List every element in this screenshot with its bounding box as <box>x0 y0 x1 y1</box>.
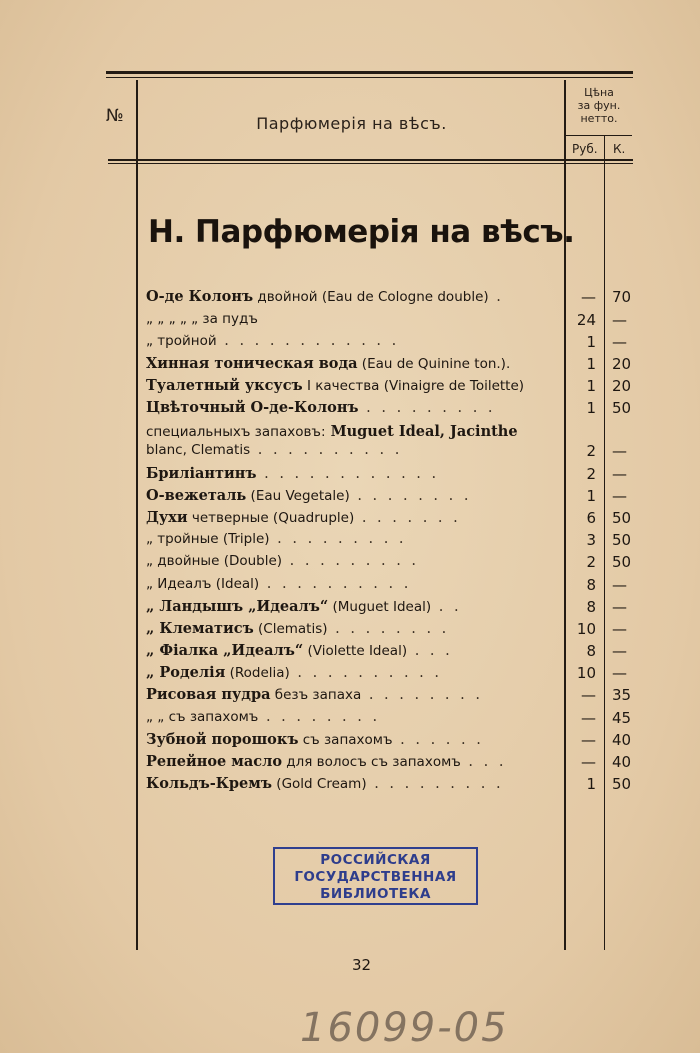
list-item <box>146 553 562 569</box>
price-rub: 8 <box>586 598 596 616</box>
leader-dots: . . . . . . . . . <box>358 400 496 416</box>
item-description: „ „ съ запахомъ <box>146 709 259 725</box>
price-rub: — <box>581 753 596 771</box>
price-rub: 10 <box>576 620 596 638</box>
item-name-bold: Репейное масло <box>146 753 282 770</box>
price-kop: — <box>612 642 627 660</box>
list-item <box>146 311 562 327</box>
price-rub: 1 <box>586 775 596 793</box>
price-rub: 1 <box>586 487 596 505</box>
price-kop: — <box>612 333 627 351</box>
price-kop: 50 <box>612 531 632 549</box>
item-name-bold: „ Ландышъ „Идеалъ“ <box>146 598 329 615</box>
list-item <box>146 642 562 659</box>
price-kop: 40 <box>612 753 632 771</box>
price-kop: 35 <box>612 686 632 704</box>
item-description: для волосъ съ запахомъ <box>282 754 461 770</box>
top-rule-thick <box>106 71 633 74</box>
price-rub: 1 <box>586 399 596 417</box>
price-rub: — <box>581 686 596 704</box>
item-name-bold: Бриліантинъ <box>146 465 257 482</box>
leader-dots: . . . . . . . . <box>258 709 381 725</box>
price-rub: 8 <box>586 576 596 594</box>
price-rub: 2 <box>586 465 596 483</box>
list-item <box>146 442 562 458</box>
price-kop: 50 <box>612 399 632 417</box>
item-name-bold: Рисовая пудра <box>146 686 271 703</box>
item-description: двойной (Eau de Cologne double) <box>253 289 489 305</box>
list-item <box>146 731 562 748</box>
item-description: „ Идеалъ (Ideal) <box>146 576 260 592</box>
price-kop: — <box>612 598 627 616</box>
leader-dots: . . . . . . . . <box>349 488 472 504</box>
item-description: (Clematis) <box>253 621 328 637</box>
list-item <box>146 333 562 349</box>
item-description: I качества (Vinaigre de Toilette) <box>302 378 525 394</box>
item-description: „ тройные (Triple) <box>146 531 270 547</box>
price-kop: 50 <box>612 553 632 571</box>
item-name-bold: „ Роделія <box>146 664 226 681</box>
top-rule-thin <box>106 77 633 78</box>
item-description: blanc, Clematis <box>146 442 251 458</box>
leader-dots: . <box>488 289 504 305</box>
page-number: 32 <box>352 956 372 974</box>
price-rub: 3 <box>586 531 596 549</box>
item-description: специальныхъ запаховъ: <box>146 424 326 440</box>
price-kop: 40 <box>612 731 632 749</box>
item-name-bold: Цвѣточный О-де-Колонъ <box>146 399 359 416</box>
price-kop: 45 <box>612 709 632 727</box>
list-item <box>146 576 562 592</box>
list-item <box>146 465 562 482</box>
kop-column-header: К. <box>613 142 626 156</box>
page-title: Парфюмерія на вѣсъ. <box>256 114 447 133</box>
leader-dots: . . . . . . . . . <box>366 776 504 792</box>
stamp-line: БИБЛИОТЕКА <box>320 886 431 902</box>
list-item <box>146 709 562 725</box>
leader-dots: . . . . . . . . <box>327 621 450 637</box>
list-item <box>146 531 562 547</box>
price-kop: — <box>612 442 627 460</box>
price-kop: — <box>612 311 627 329</box>
price-kop: 70 <box>612 288 632 306</box>
list-item <box>146 377 562 394</box>
header-price-subrule <box>566 135 632 136</box>
price-kop: — <box>612 465 627 483</box>
item-description: съ запахомъ <box>298 732 393 748</box>
price-column-header <box>566 86 632 125</box>
leader-dots: . . . . . . <box>392 732 484 748</box>
list-item <box>146 423 562 440</box>
price-kop: 20 <box>612 355 632 373</box>
rub-column-header: Руб. <box>572 142 598 156</box>
item-description: „ „ „ „ „ за пудъ <box>146 311 258 327</box>
leader-dots: . . . <box>407 643 453 659</box>
section-heading: Н. Парфюмерія на вѣсъ. <box>148 214 575 250</box>
list-item <box>146 620 562 637</box>
item-name-bold: Кольдъ-Кремъ <box>146 775 273 792</box>
list-item <box>146 355 562 372</box>
item-name-bold: Духи <box>146 509 188 526</box>
leader-dots: . . . . . . . . <box>361 687 483 703</box>
list-item <box>146 399 562 416</box>
number-column-header: № <box>106 106 124 126</box>
item-name-bold: Зубной порошокъ <box>146 731 299 748</box>
price-kop: — <box>612 664 627 682</box>
item-description: (Muguet Ideal) <box>328 599 432 615</box>
list-item <box>146 775 562 792</box>
leader-dots: . . . . . . . <box>354 510 461 526</box>
price-kop: — <box>612 576 627 594</box>
item-name-bold: „ Клематисъ <box>146 620 254 637</box>
item-description: безъ запаха <box>270 687 362 703</box>
item-name-bold: Туалетный уксусъ <box>146 377 303 394</box>
list-item <box>146 509 562 526</box>
price-rub: 2 <box>586 442 596 460</box>
item-description: четверные (Quadruple) <box>187 510 355 526</box>
price-rub: 10 <box>576 664 596 682</box>
item-name-bold: Хинная тоническая вода <box>146 355 358 372</box>
header-bottom-rule <box>108 159 633 161</box>
price-kop: — <box>612 620 627 638</box>
leader-dots: . . <box>431 599 462 615</box>
item-name-bold: О-де Колонъ <box>146 288 254 305</box>
rub-kop-rule <box>604 136 605 950</box>
price-kop: 50 <box>612 509 632 527</box>
item-description: (Eau de Quinine ton.). <box>357 356 511 372</box>
price-kop: 20 <box>612 377 632 395</box>
item-name-bold-extra: Muguet Ideal, Jacinthe <box>325 423 518 440</box>
left-column-rule <box>136 80 138 950</box>
leader-dots: . . . . . . . . . . . . <box>216 333 400 349</box>
price-rub: 1 <box>586 377 596 395</box>
stamp-line: РОССИЙСКАЯ <box>320 852 431 868</box>
price-rub: 6 <box>586 509 596 527</box>
price-caption-line: нетто. <box>580 112 618 125</box>
list-item <box>146 686 562 703</box>
item-description: (Gold Cream) <box>272 776 367 792</box>
price-rub: — <box>581 709 596 727</box>
leader-dots: . . . . . . . . . . . . <box>256 466 440 482</box>
price-caption-line: за фун. <box>577 99 621 112</box>
price-kop: — <box>612 487 627 505</box>
item-description: „ тройной <box>146 333 217 349</box>
leader-dots: . . . . . . . . . <box>282 553 420 569</box>
item-description: (Eau Vegetale) <box>246 488 350 504</box>
leader-dots: . . . . . . . . . <box>269 531 407 547</box>
price-rub: 8 <box>586 642 596 660</box>
list-item <box>146 664 562 681</box>
price-caption-line: Цѣна <box>584 86 614 99</box>
item-name-bold: „ Фіалка „Идеалъ“ <box>146 642 304 659</box>
price-rub: 1 <box>586 333 596 351</box>
list-item <box>146 598 562 615</box>
leader-dots: . . . . . . . . . . <box>259 576 412 592</box>
leader-dots: . . . <box>460 754 507 770</box>
list-item <box>146 487 562 504</box>
leader-dots: . . . . . . . . . . <box>250 442 403 458</box>
price-kop: 50 <box>612 775 632 793</box>
item-description: (Rodelia) <box>225 665 290 681</box>
item-description: „ двойные (Double) <box>146 553 283 569</box>
list-item <box>146 753 562 770</box>
list-item <box>146 288 562 305</box>
header-bottom-rule-2 <box>108 163 633 164</box>
library-stamp <box>273 847 478 905</box>
price-rub: 1 <box>586 355 596 373</box>
leader-dots: . . . . . . . . . . <box>289 665 442 681</box>
price-rub: 2 <box>586 553 596 571</box>
price-rub: — <box>581 731 596 749</box>
item-name-bold: О-вежеталь <box>146 487 247 504</box>
price-rub: 24 <box>576 311 596 329</box>
item-description: (Violette Ideal) <box>303 643 408 659</box>
shelf-mark: 16099-05 <box>300 1005 509 1051</box>
price-rub: — <box>581 288 596 306</box>
stamp-line: ГОСУДАРСТВЕННАЯ <box>294 869 457 885</box>
